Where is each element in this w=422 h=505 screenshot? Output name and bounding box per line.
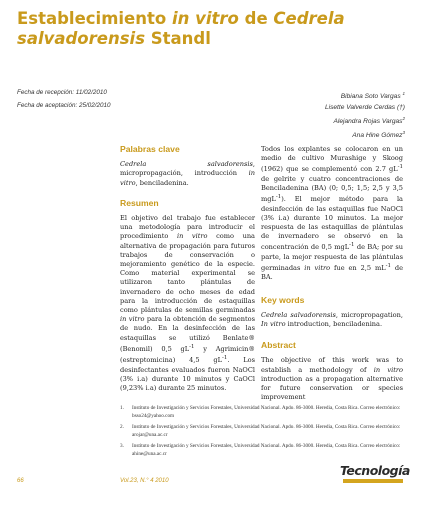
key-words-text: Cedrela salvadorensis, micropropagation, In vitro introduction, benciladenina. <box>261 310 403 328</box>
key-words-heading: Key words <box>261 294 305 305</box>
title-author-text: Standl <box>145 29 211 48</box>
footnote: 2. Instituto de Investigación y Servicios Forestales, Universidad Nacional. Apdo. 86-3000. Heredia, Costa Rica. Correo electrónico: arojar@una.ac.cr <box>120 424 401 438</box>
author: Lisette Valverde Cerdas (†) <box>324 104 405 112</box>
right-column <box>261 145 403 402</box>
footnote: 3. Instituto de Investigación y Servicios Forestales, Universidad Nacional. Apdo. 86-3000. Heredia, Costa Rica. Correo electrónico: ahine@una.ac.cr <box>120 443 401 457</box>
palabras-clave-heading: Palabras clave <box>120 144 180 154</box>
author-list <box>325 88 405 142</box>
title-italic-text: in vitro <box>171 9 239 28</box>
logo-strip <box>343 479 403 483</box>
author: Bibiana Soto Vargas $^1$ <box>340 91 405 101</box>
resumen-text: El objetivo del trabajo fue establecer una metodología para introducir el procedimiento in vitro como una alternativa de propagación para futuros trabajos de conservación o mejoramiento genético de la especie. Como material experimental se utilizaron tanto plántulas de invernadero de ocho meses de edad para la introducción de estaquillas como plántulas de semillas germinadas in vitro para la obtención de segmentos de nudo. En la desinfección de las estaquillas se utilizó Benlate® (Benomil) 0,5 $gL^{-1}$ y Agrimicin® (estreptomicina) 4,5 $gL^{-1}$. Los desinfectantes evaluados fueron NaOCl (3% i.a) durante 10 minutos y CaOCl (9,23% i.a) durante 25 minutos. <box>120 214 256 393</box>
resumen-continued-text: Todos los explantes se colocaron en un medio de cultivo Murashige y Skoog (1962) que se complementó con 2.7 $gL^{-1}$ de gelrite y cuatro concentraciones de Benciladenina (BA) (0; 0,5; 1,5; 2,5 y 3,5 mgL$^{-1}$). El mejor método para la desinfección de las estaquillas fue NaOCl (3% i.a) durante 10 minutos. La mejor respuesta de las estaquillas de plántulas de invernadero se observó en la concentración de 0,5 mgL$^{-1}$ de BA; por su parte, la mejor respuesta de las plántulas germinadas in vitro fue en 2,5 $mL^{-1}$ de BA. <box>261 145 403 282</box>
page-number: 66 <box>17 478 24 484</box>
author: Alejandra Rojas Vargas$^2$ <box>333 116 405 126</box>
footnote: 1. Instituto de Investigación y Servicios Forestales, Universidad Nacional. Apdo. 86-3000. Heredia, Costa Rica. Correo electrónico: bsso24@yahoo.com <box>120 405 401 419</box>
footnotes <box>120 404 405 461</box>
title-text: Establecimiento <box>17 9 172 28</box>
resumen-heading: Resumen <box>120 197 159 208</box>
title-species-text: Cedrela salvadorensis <box>17 9 345 48</box>
reception-date: Fecha de recepción: 11/02/2010 <box>17 89 107 96</box>
abstract-heading: Abstract <box>261 340 296 351</box>
article-title <box>17 9 407 49</box>
logo-text: Tecnología <box>340 463 410 478</box>
palabras-clave-text: Cedrela salvadorensis, micropropagación, introducción in vitro, benciladenina. <box>120 160 255 187</box>
journal-logo <box>340 463 410 487</box>
left-column <box>120 145 255 393</box>
abstract-text: The objective of this work was to establish a methodology of in vitro introduction as a propagation alternative for future conservation or species improvement <box>261 356 403 402</box>
volume-info: Vol.23, N.° 4 2010 <box>120 478 169 484</box>
acceptance-date: Fecha de aceptación: 25/02/2010 <box>17 102 111 109</box>
title-text: de <box>238 9 274 28</box>
author: Ana Hine Gómez$^3$ <box>352 130 405 140</box>
